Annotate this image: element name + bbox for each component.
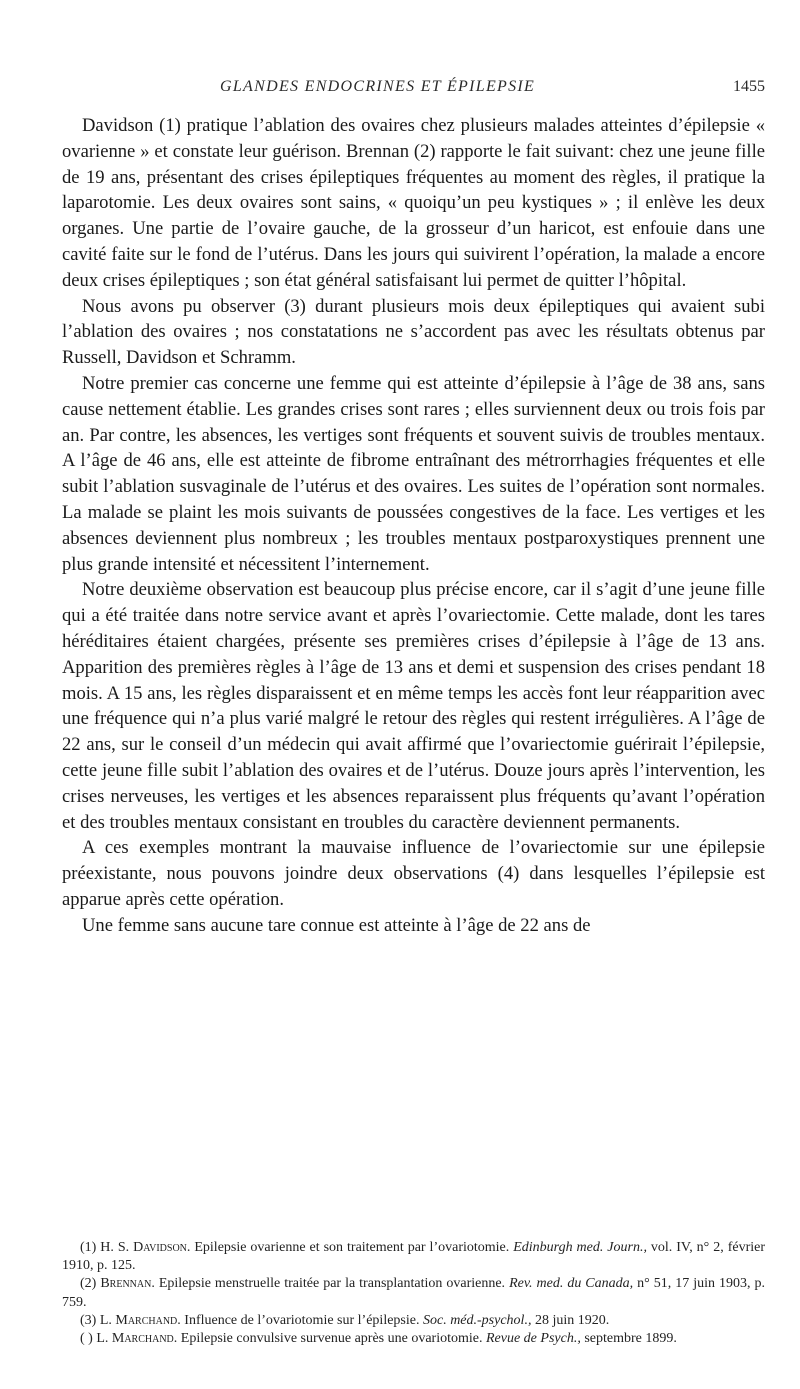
footnote <box>62 1330 765 1348</box>
paragraph-observations: Nous avons pu observer (3) durant plusieurs mois deux épileptiques qui avaient subi l’ablation des ovaires ; nos constatations ne s’accordent pas avec les résultats obtenus par Russell, Davidson et Schramm. <box>62 295 765 369</box>
paragraph-davidson-brennan: Davidson (1) pratique l’ablation des ovaires chez plusieurs malades atteintes d’épilepsie « ovarienne » et constate leur guérison. Brennan (2) rapporte le fait suivant: chez une jeune fille de 19 ans, présentant des crises épileptiques fréquentes au moment des règles, il pratique la laparotomie. Les deux ovaires sont sains, « quoiqu’un peu kystiques » ; il enlève les deux organes. Une partie de l’ovaire gauche, de la grosseur d’un haricot, est enfouie dans une cavité faite sur le fond de l’utérus. Dans les jours qui suivirent l’opération, la malade a encore deux crises épileptiques ; son état général satisfaisant lui permet de quitter l’hôpital. <box>62 115 765 291</box>
footnote <box>62 1239 765 1275</box>
footnote-source: Rev. med. du Canada, <box>509 1276 634 1292</box>
running-header <box>60 78 765 100</box>
footnote <box>62 1275 765 1311</box>
footnote-author: H. S. Davidson. <box>100 1240 191 1255</box>
footnote <box>62 1312 765 1330</box>
body-text <box>62 113 765 939</box>
footnotes <box>62 1239 765 1348</box>
footnote-details: vol. IV, n° 2, février 1910, p. 125. <box>62 1240 765 1274</box>
footnote-title: Epilepsie menstruelle traitée par la transplantation ovarienne. <box>158 1276 506 1292</box>
footnote-source: Revue de Psych., <box>485 1331 581 1347</box>
paragraph-examples: A ces exemples montrant la mauvaise influence de l’ovariectomie sur une épilepsie préexistante, nous pouvons joindre deux observations (4) dans lesquelles l’épilepsie est apparue après cette opération. <box>62 837 765 910</box>
footnote-marker: (3) <box>80 1312 97 1328</box>
paragraph-second-case: Notre deuxième observation est beaucoup plus précise encore, car il s’agit d’une jeune fille qui a été traitée dans notre service avant et après l’ovariectomie. Cette malade, dont les tares héréditaires étaient chargées, présente ses premières crises d’épilepsie à l’âge de 13 ans. Apparition des premières règles à l’âge de 13 ans et demi et suspension des crises pendant 18 mois. A 15 ans, les règles disparaissent et en même temps les accès font leur réapparition avec une fréquence qui n’a plus varié malgré le retour des règles qui restent irrégulières. A l’âge de 22 ans, sur le conseil d’un médecin qui avait affirmé que l’ovariectomie guérirait l’épilepsie, cette jeune fille subit l’ablation des ovaires et de l’utérus. Douze jours après l’intervention, les crises nerveuses, les vertiges et les absences reparaissent plus fréquents qu’avant l’opération et des troubles mentaux consistant en troubles du caractère deviennent permanents. <box>62 579 765 833</box>
footnote-marker: ( ) <box>80 1331 93 1347</box>
paragraph-first-case: Notre premier cas concerne une femme qui est atteinte d’épilepsie à l’âge de 38 ans, sans cause nettement établie. Les grandes crises sont rares ; elles surviennent deux ou trois fois par an. Par contre, les absences, les vertiges sont fréquents et souvent suivis de troubles mentaux. A l’âge de 46 ans, elle est atteinte de fibrome entraînant des métrorrhagies fréquentes et elle subit l’ablation susvaginale de l’utérus et des ovaires. Les suites de l’opération sont normales. La malade se plaint les mois suivants de poussées congestives de la face. Les vertiges et les absences deviennent plus nombreux ; les troubles mentaux postparoxystiques prennent une plus grande intensité et nécessitent l’internement. <box>62 372 765 575</box>
running-title: GLANDES ENDOCRINES ET ÉPILEPSIE <box>220 78 536 95</box>
footnote-author: Brennan. <box>100 1276 155 1292</box>
footnote-details: septembre 1899. <box>584 1331 677 1347</box>
footnote-title: Epilepsie ovarienne et son traitement par l’ovariotomie. <box>194 1240 510 1255</box>
paragraph-continuation: Une femme sans aucune tare connue est atteinte à l’âge de 22 ans de <box>82 914 591 936</box>
footnote-author: L. Marchand. <box>99 1312 181 1328</box>
footnote-source: Soc. méd.-psychol., <box>422 1312 532 1328</box>
footnote-marker: (1) <box>80 1240 97 1255</box>
footnote-source: Edinburgh med. Journ., <box>513 1240 647 1255</box>
footnote-details: n° 51, 17 juin 1903, p. 759. <box>62 1276 766 1310</box>
footnote-title: Influence de l’ovariotomie sur l’épilepsie. <box>184 1312 420 1328</box>
footnote-marker: (2) <box>80 1276 97 1292</box>
footnote-details: 28 juin 1920. <box>534 1312 610 1328</box>
footnote-title: Epilepsie convulsive survenue après une ovariotomie. <box>180 1331 483 1347</box>
footnote-author: L. Marchand. <box>96 1331 178 1347</box>
page-number: 1455 <box>733 78 765 95</box>
